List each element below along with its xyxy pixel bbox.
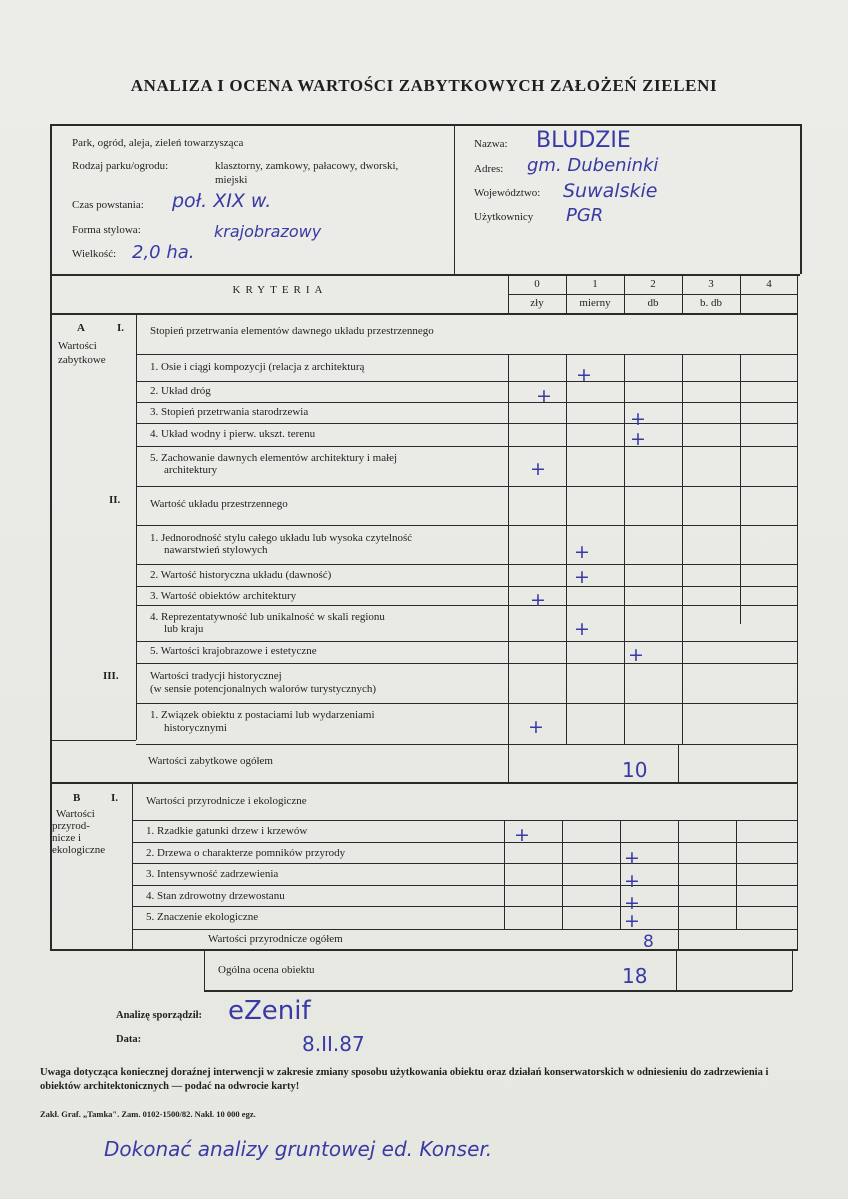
- handwritten-note: Dokonać analizy gruntowej ed. Konser.: [104, 1137, 493, 1161]
- intervention-note: Uwaga dotycząca koniecznej doraźnej interwencji w zakresie zmiany sposobu użytkowania obiektu oraz działań konserwatorskich w odniesieniu do zadrzewienia i obiektów architektonicznych — podać na odwrocie karty!: [40, 1067, 769, 1092]
- row-line: [136, 486, 798, 487]
- group-a-label: Wartości zabytkowe: [58, 340, 106, 366]
- score-4: 4: [766, 278, 772, 290]
- group-b-item-4: 4. Stan zdrowotny drzewostanu: [146, 890, 285, 902]
- score-1: 1: [592, 278, 598, 290]
- overall-divider: [676, 949, 677, 991]
- rodzaj-values: klasztorny, zamkowy, pałacowy, dworski,: [215, 160, 399, 172]
- score-label-db: db: [647, 297, 659, 309]
- mark-b-3: +: [624, 870, 640, 892]
- print-info: Zakł. Graf. „Tamka". Zam. 0102-1500/82. Nakł. 10 000 egz.: [40, 1109, 256, 1119]
- score-0: 0: [534, 278, 540, 290]
- overall-bottom: [204, 990, 792, 992]
- mark-a1-4: +: [630, 428, 646, 450]
- rodzaj-label: Rodzaj parku/ogrodu:: [72, 160, 169, 172]
- sec1-item-3: 3. Stopień przetrwania starodrzewia: [150, 406, 309, 418]
- score-label-bdb: b. db: [700, 297, 722, 309]
- row-line: [136, 381, 798, 382]
- label-col-line-b: [132, 782, 133, 950]
- group-a-total-label: Wartości zabytkowe ogółem: [148, 755, 273, 767]
- mark-a1-3: +: [630, 408, 646, 430]
- date-value: 8.II.87: [302, 1032, 365, 1056]
- group-b-total-value: 8: [643, 932, 654, 952]
- group-b-item-5: 5. Znaczenie ekologiczne: [146, 911, 259, 923]
- col-line-1c: [562, 820, 563, 930]
- score-2: 2: [650, 278, 656, 290]
- forma-value: krajobrazowy: [214, 222, 322, 241]
- mark-a3-1: +: [528, 716, 544, 738]
- sec3-roman: III.: [103, 670, 119, 682]
- sec1-item-2: 2. Układ dróg: [150, 385, 211, 397]
- col-line-0b: [508, 354, 509, 782]
- group-b-item-3: 3. Intensywność zadrzewienia: [146, 868, 279, 880]
- row-line: [136, 641, 798, 642]
- row-line: [132, 842, 798, 843]
- sec2-roman: II.: [109, 494, 121, 506]
- group-b-item-2: 2. Drzewa o charakterze pomników przyrody: [146, 847, 346, 859]
- label-col-a-end: [50, 740, 136, 741]
- kryteria-label: KRYTERIA: [232, 284, 328, 296]
- frame-bottom: [50, 949, 798, 951]
- row-line: [132, 863, 798, 864]
- col-line-2: [624, 274, 625, 313]
- row-line: [136, 586, 798, 587]
- mark-a1-5: +: [530, 458, 546, 480]
- sec1-item-4: 4. Układ wodny i pierw. ukszt. terenu: [150, 428, 316, 440]
- criteria-top-line: [50, 274, 800, 276]
- group-b-roman: I.: [111, 792, 119, 804]
- wojewodztwo-value: Suwalskie: [563, 180, 658, 202]
- col-line-4b: [740, 354, 741, 624]
- col-line-1b: [566, 354, 567, 744]
- sec2-item-3: 3. Wartość obiektów architektury: [150, 590, 297, 602]
- group-a-letter: A: [77, 322, 85, 334]
- wojewodztwo-label: Województwo:: [474, 187, 541, 199]
- group-b-section-title: Wartości przyrodnicze i ekologiczne: [146, 795, 307, 807]
- sec2-item-4: 4. Reprezentatywność lub unikalność w skali regionu: [150, 611, 385, 623]
- uzytkownicy-label: Użytkownicy: [474, 211, 534, 223]
- czas-value: poł. XIX w.: [172, 190, 272, 212]
- park-line: Park, ogród, aleja, zieleń towarzysząca: [72, 137, 244, 149]
- row-line: [136, 605, 798, 606]
- overall-right: [792, 949, 793, 991]
- mark-b-4: +: [624, 892, 640, 914]
- mark-a1-2: +: [536, 385, 552, 407]
- frame-right-top: [800, 124, 802, 274]
- mark-a2-2: +: [574, 566, 590, 588]
- adres-label: Adres:: [474, 163, 504, 175]
- nazwa-label: Nazwa:: [474, 138, 508, 150]
- form-title: ANALIZA I OCENA WARTOŚCI ZABYTKOWYCH ZAŁOŻEŃ ZIELENI: [130, 76, 718, 95]
- row-line: [132, 885, 798, 886]
- mark-a2-4: +: [574, 618, 590, 640]
- col-line-4c: [736, 820, 737, 930]
- row-line: [136, 703, 798, 704]
- mark-b-2: +: [624, 847, 640, 869]
- total-a-divider: [678, 744, 679, 782]
- score-3: 3: [708, 278, 714, 290]
- group-b-label: Wartości: [56, 808, 95, 820]
- frame-right: [797, 274, 798, 950]
- frame-top: [50, 124, 801, 126]
- sec2-item-5: 5. Wartości krajobrazowe i estetyczne: [150, 645, 317, 657]
- group-a-total-value: 10: [622, 758, 648, 782]
- uzytkownicy-value: PGR: [566, 205, 604, 226]
- forma-label: Forma stylowa:: [72, 224, 141, 236]
- col-line-0: [508, 274, 509, 313]
- col-line-0c: [504, 820, 505, 930]
- wielkosc-label: Wielkość:: [72, 248, 117, 260]
- sec2-item-1: 1. Jednorodność stylu całego układu lub wysoka czytelność: [150, 532, 413, 544]
- mark-a2-1: +: [574, 541, 590, 563]
- col-line-3b: [682, 354, 683, 744]
- score-label-mierny: mierny: [579, 297, 611, 309]
- row-line: [136, 446, 798, 447]
- mark-a2-5: +: [628, 644, 644, 666]
- overall-value: 18: [622, 964, 648, 988]
- label-col-line-a: [136, 313, 137, 740]
- mark-a1-1: +: [576, 364, 592, 386]
- wielkosc-value: 2,0 ha.: [132, 242, 195, 263]
- sec3-title-2: (w sensie potencjonalnych walorów turystycznych): [150, 683, 377, 695]
- adres-value: gm. Dubeninki: [527, 155, 659, 176]
- row-line: [136, 423, 798, 424]
- date-label: Data:: [116, 1034, 142, 1045]
- header-divider: [454, 124, 455, 274]
- row-line: [136, 744, 798, 745]
- col-line-2b: [624, 354, 625, 744]
- row-line: [132, 906, 798, 907]
- sec1-item-1: 1. Osie i ciągi kompozycji (relacja z architekturą: [150, 361, 365, 373]
- rodzaj-values-2: miejski: [215, 174, 248, 186]
- score-header-divider: [508, 294, 798, 295]
- sec1-item-5-cont: architektury: [164, 464, 218, 476]
- mark-b-5: +: [624, 910, 640, 932]
- sec3-title: Wartości tradycji historycznej: [150, 670, 282, 682]
- row-line: [132, 820, 798, 821]
- mark-b-1: +: [514, 824, 530, 846]
- col-line-1: [566, 274, 567, 313]
- row-line: [136, 402, 798, 403]
- group-b-label-3: nicze i: [52, 832, 82, 844]
- row-line: [136, 564, 798, 565]
- mark-a2-3: +: [530, 589, 546, 611]
- group-b-label-4: ekologiczne: [52, 844, 106, 856]
- nazwa-value: BLUDZIE: [536, 128, 631, 153]
- sec3-item-1: 1. Związek obiektu z postaciami lub wydarzeniami: [150, 709, 375, 721]
- sec2-item-2: 2. Wartość historyczna układu (dawność): [150, 569, 332, 581]
- col-line-3: [682, 274, 683, 313]
- group-b-label-2: przyrod-: [52, 820, 90, 832]
- author-label: Analizę sporządził:: [116, 1010, 203, 1021]
- row-line: [136, 354, 798, 355]
- sec3-item-1-cont: historycznymi: [164, 722, 227, 734]
- row-line: [132, 929, 798, 930]
- czas-label: Czas powstania:: [72, 199, 144, 211]
- author-signature: eZenif: [228, 996, 311, 1026]
- sec2-item-4-cont: lub kraju: [164, 623, 204, 635]
- group-b-letter: B: [73, 792, 81, 804]
- overall-label: Ogólna ocena obiektu: [218, 964, 315, 976]
- col-line-4: [740, 274, 741, 313]
- sec1-item-5: 5. Zachowanie dawnych elementów architektury i małej: [150, 452, 398, 464]
- criteria-bottom-line: [50, 313, 798, 315]
- sec2-item-1-cont: nawarstwień stylowych: [164, 544, 268, 556]
- sec1-title: Stopień przetrwania elementów dawnego układu przestrzennego: [150, 325, 434, 337]
- group-b-item-1: 1. Rzadkie gatunki drzew i krzewów: [146, 825, 308, 837]
- row-line: [136, 525, 798, 526]
- group-b-total-label: Wartości przyrodnicze ogółem: [208, 933, 343, 945]
- col-line-2c: [620, 820, 621, 930]
- row-line: [136, 663, 798, 664]
- sec2-title: Wartość układu przestrzennego: [150, 498, 288, 510]
- overall-left: [204, 949, 205, 991]
- score-label-zly: zły: [530, 297, 544, 309]
- group-a-roman: I.: [117, 322, 125, 334]
- group-divider: [50, 782, 798, 784]
